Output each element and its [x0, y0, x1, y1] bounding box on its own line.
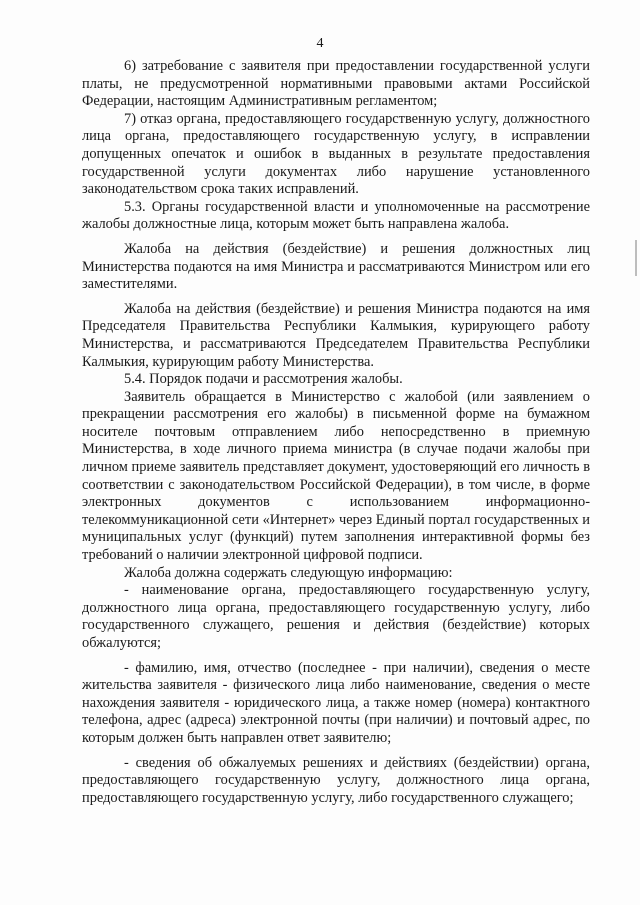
paragraph-section-5-3: 5.3. Органы государственной власти и уполномоченные на рассмотрение жалобы должностные лица, которым может быть направлена жалоба.	[82, 198, 590, 233]
paragraph-complaint-contents: Жалоба должна содержать следующую информацию:	[124, 564, 453, 581]
paragraph-complaint-minister: Жалоба на действия (бездействие) и решения Министра подаются на имя Председателя Правительства Республики Калмыкия, курирующего работу Министерства, и рассматриваются Председателем Правительства Республики Калмыкия, курирующим работу Министерства.	[82, 300, 590, 370]
scan-edge-mark	[635, 240, 637, 276]
paragraph-item-7: 7) отказ органа, предоставляющего государственную услугу, должностного лица органа, предоставляющего государственную услугу, в исправлении допущенных опечаток и ошибок в выданных в результате предоставления государственной услуги документах либо нарушение установленного законодательством срока таких исправлений.	[82, 110, 590, 198]
paragraph-applicant-submission: Заявитель обращается в Министерство с жалобой (или заявлением о прекращении рассмотрения его жалобы) в письменной форме на бумажном носителе почтовым отправлением либо непосредственно в приемную Министерства, в ходе личного приема министра (в случае подачи жалобы при личном приеме заявитель представляет документ, удостоверяющий его личность в соответствии с законодательством Российской Федерации), в том числе, в форме электронных документов с использованием информационно-телекоммуникационной сети «Интернет» через Единый портал государственных и муниципальных услуг (функций) путем заполнения интерактивной формы без требований о наличии электронной цифровой подписи.	[82, 388, 590, 564]
list-item-appealed-decisions: - сведения об обжалуемых решениях и действиях (бездействии) органа, предоставляющего государственную услугу, должностного лица органа, предоставляющего государственную услугу, либо государственного служащего;	[82, 754, 590, 806]
list-item-authority-name: - наименование органа, предоставляющего государственную услугу, должностного лица органа, предоставляющего государственную услугу, либо государственного служащего, решения и действия (бездействие) которых обжалуются;	[82, 582, 590, 651]
paragraph-section-5-4: 5.4. Порядок подачи и рассмотрения жалобы.	[124, 371, 403, 388]
paragraph-item-6: 6) затребование с заявителя при предоставлении государственной услуги платы, не предусмотренной нормативными правовыми актами Российской Федерации, настоящим Административным регламентом;	[82, 58, 590, 110]
document-body	[82, 58, 590, 807]
paragraph-complaint-officials: Жалоба на действия (бездействие) и решения должностных лиц Министерства подаются на имя Министра и рассматриваются Министром или его заместителями.	[82, 240, 590, 293]
list-item-applicant-details: - фамилию, имя, отчество (последнее - при наличии), сведения о месте жительства заявителя - физического лица либо наименование, сведения о месте нахождения заявителя - юридического лица, а также номер (номера) контактного телефона, адрес (адреса) электронной почты (при наличии) и почтовый адрес, по которым должен быть направлен ответ заявителю;	[82, 659, 590, 746]
page-number: 4	[316, 36, 324, 51]
